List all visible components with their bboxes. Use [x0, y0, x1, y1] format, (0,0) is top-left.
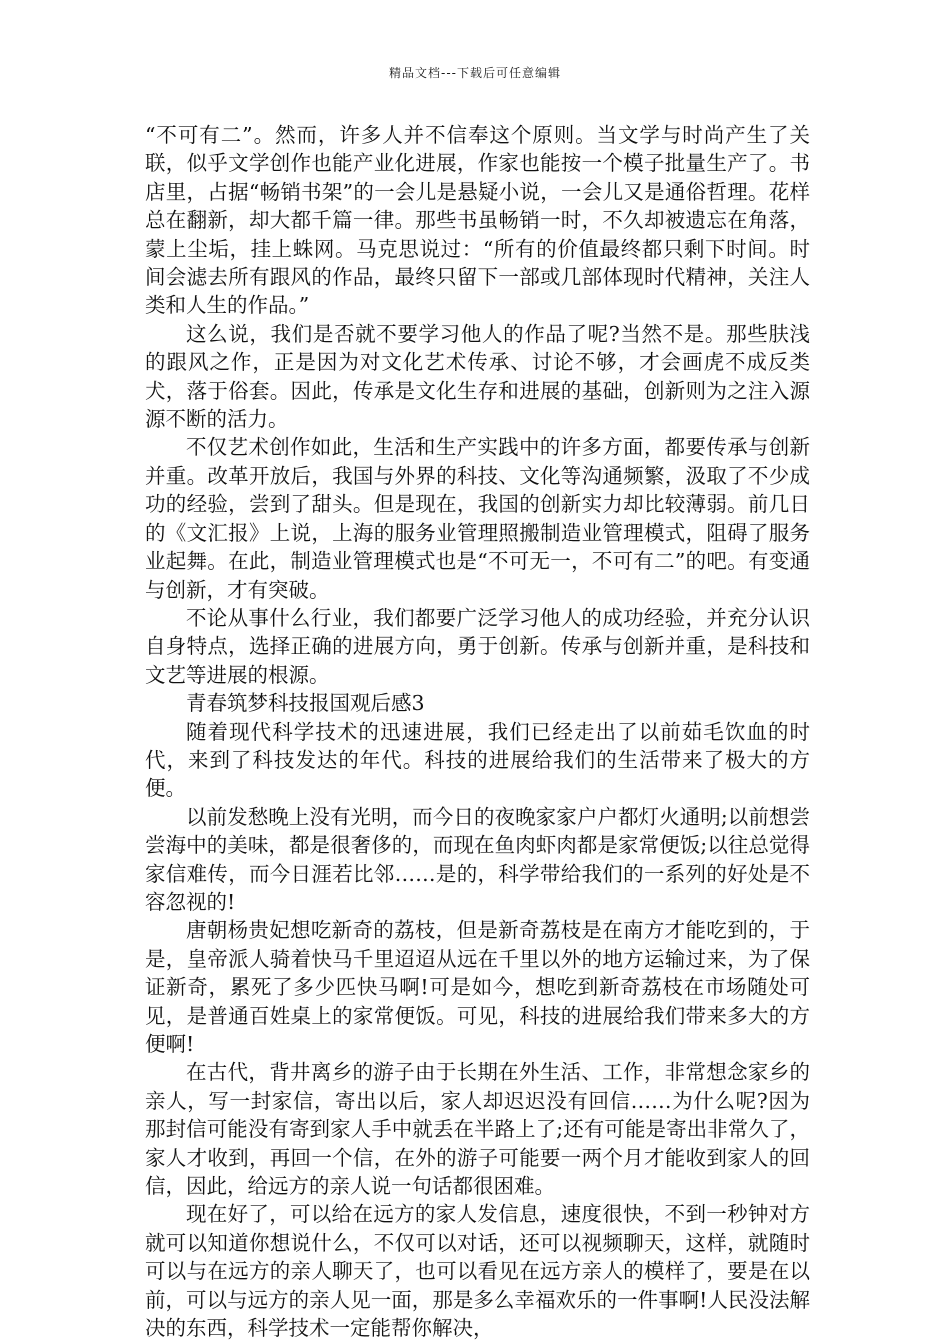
section-heading: 青春筑梦科技报国观后感3: [186, 691, 425, 716]
paragraph: 以前发愁晚上没有光明，而今日的夜晚家家户户都灯火通明;以前想尝尝海中的美味，都是很奢侈的，而现在鱼肉虾肉都是家常便饭;以往总觉得家信难传，而今日涯若比邻……是的，科学带给我们的一系列的好处是不容忽视的!: [145, 804, 810, 914]
document-body: [145, 121, 810, 1342]
page-header: 精品文档---下载后可任意编辑: [389, 66, 561, 80]
paragraph: 现在好了，可以给在远方的家人发信息，速度很快，不到一秒钟对方就可以知道你想说什么，不仅可以对话，还可以视频聊天，这样，就随时可以与在远方的亲人聊天了，也可以看见在远方亲人的模样了，要是在以前，可以与远方的亲人见一面，那是多么幸福欢乐的一件事啊!人民没法解决的东西，科学技术一定能帮你解决，: [145, 1202, 810, 1341]
paragraph: 不论从事什么行业，我们都要广泛学习他人的成功经验，并充分认识自身特点，选择正确的进展方向，勇于创新。传承与创新并重，是科技和文艺等进展的根源。: [145, 605, 810, 687]
paragraph: 唐朝杨贵妃想吃新奇的荔枝，但是新奇荔枝是在南方才能吃到的，于是，皇帝派人骑着快马千里迢迢从远在千里以外的地方运输过来，为了保证新奇，累死了多少匹快马啊!可是如今，想吃到新奇荔枝在市场随处可见，是普通百姓桌上的家常便饭。可见，科技的进展给我们带来多大的方便啊!: [145, 918, 810, 1056]
paragraph: 在古代，背井离乡的游子由于长期在外生活、工作，非常想念家乡的亲人，写一封家信，寄出以后，家人却迟迟没有回信……为什么呢?因为那封信可能没有寄到家人手中就丢在半路上了;还有可能是寄出非常久了，家人才收到，再回一个信，在外的游子可能要一两个月才能收到家人的回信，因此，给远方的亲人说一句话都很困难。: [145, 1060, 810, 1199]
paragraph: 随着现代科学技术的迅速进展，我们已经走出了以前茹毛饮血的时代，来到了科技发达的年代。科技的进展给我们的生活带来了极大的方便。: [145, 719, 810, 801]
paragraph-continuation: “不可有二”。然而，许多人并不信奉这个原则。当文学与时尚产生了关联，似乎文学创作也能产业化进展，作家也能按一个模子批量生产了。书店里，占据“畅销书架”的一会儿是悬疑小说，一会儿又是通俗哲理。花样总在翻新，却大都千篇一律。那些书虽畅销一时，不久却被遗忘在角落，蒙上尘垢，挂上蛛网。马克思说过：“所有的价值最终都只剩下时间。时间会滤去所有跟风的作品，最终只留下一部或几部体现时代精神，关注人类和人生的作品。”: [145, 123, 810, 318]
paragraph: 这么说，我们是否就不要学习他人的作品了呢?当然不是。那些肤浅的跟风之作，正是因为对文化艺术传承、讨论不够，才会画虎不成反类犬，落于俗套。因此，传承是文化生存和进展的基础，创新则为之注入源源不断的活力。: [145, 321, 810, 432]
paragraph: 不仅艺术创作如此，生活和生产实践中的许多方面，都要传承与创新并重。改革开放后，我国与外界的科技、文化等沟通频繁，汲取了不少成功的经验，尝到了甜头。但是现在，我国的创新实力却比较薄弱。前几日的《文汇报》上说，上海的服务业管理照搬制造业管理模式，阻碍了服务业起舞。在此，制造业管理模式也是“不可无一，不可有二”的吧。有变通与创新，才有突破。: [145, 435, 810, 602]
